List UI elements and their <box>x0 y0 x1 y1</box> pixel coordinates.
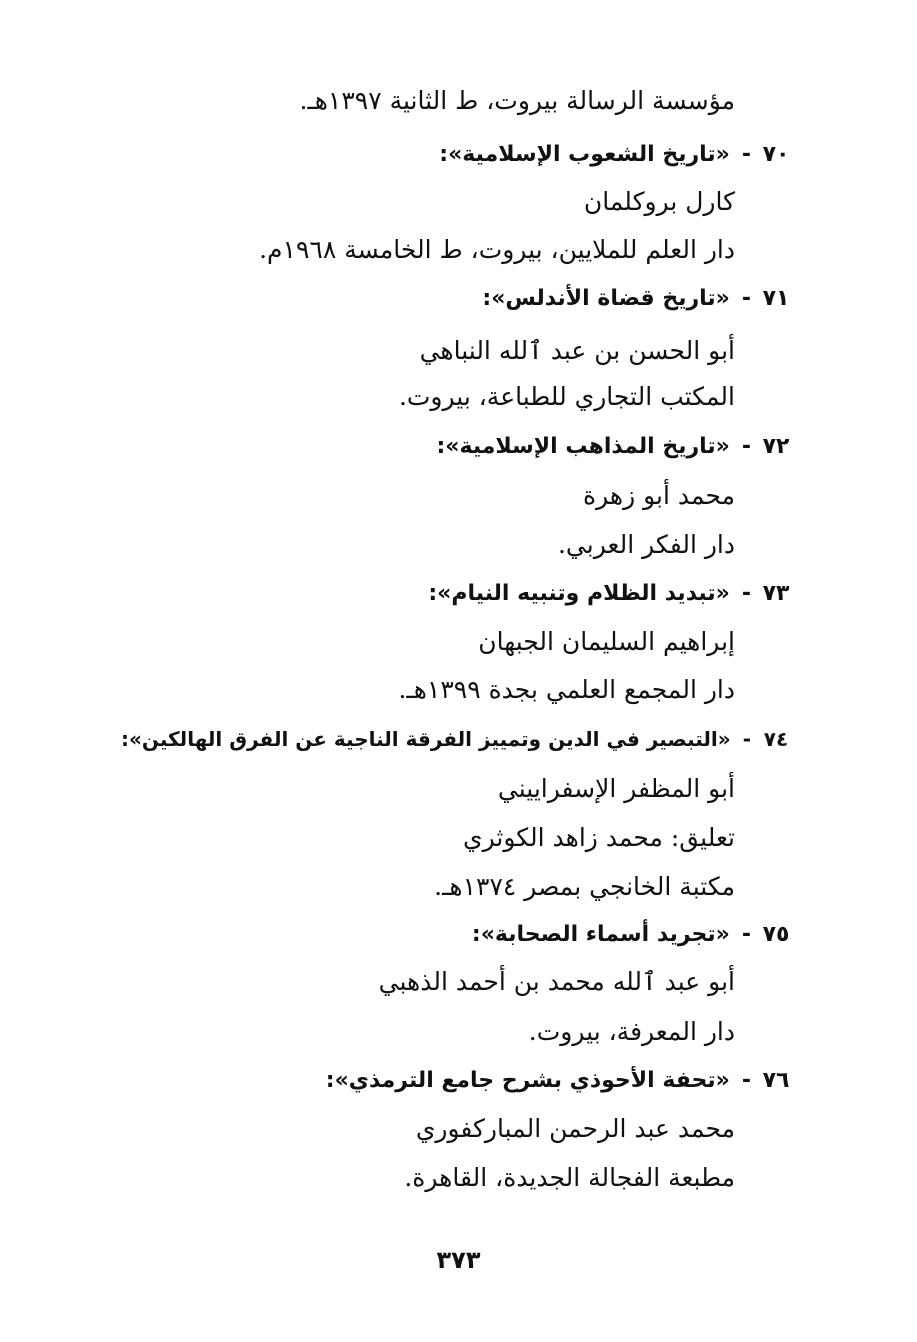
entry-dash: - <box>741 434 751 459</box>
entry-dash: - <box>741 581 751 606</box>
entry-number: ٧٦ <box>762 1068 790 1093</box>
entry-number: ٧٣ <box>762 581 790 606</box>
entry-dash: - <box>741 142 751 167</box>
entry-title: «تبديد الظلام وتنبيه النيام»: <box>428 581 730 606</box>
entry-heading <box>482 282 793 316</box>
entry-dash: - <box>741 922 751 947</box>
entry-title: «تحفة الأحوذي بشرح جامع الترمذي»: <box>325 1068 730 1093</box>
entry-publisher: دار العلم للملايين، بيروت، ط الخامسة ١٩٦٨م. <box>259 235 735 264</box>
entry-author: إبراهيم السليمان الجبهان <box>478 627 735 656</box>
entry-commentary: تعليق: محمد زاهد الكوثري <box>463 823 735 852</box>
entry-publisher: دار المجمع العلمي بجدة ١٣٩٩هـ. <box>398 675 735 704</box>
entry-title: «التبصير في الدين وتمييز الفرقة الناجية عن الفرق الهالكين»: <box>120 727 731 751</box>
entry-publisher: دار الفكر العربي. <box>557 530 735 559</box>
entry-author: أبو الحسن بن عبد ٱلله النباهي <box>419 336 735 365</box>
entry-number: ٧٥ <box>762 922 790 947</box>
entry-author: محمد عبد الرحمن المباركفوري <box>415 1114 735 1143</box>
entry-heading <box>436 430 793 464</box>
entry-publisher: مطبعة الفجالة الجديدة، القاهرة. <box>404 1163 735 1192</box>
page-number: ٣٧٣ <box>436 1246 481 1274</box>
entry-dash: - <box>741 286 751 311</box>
entry-author: أبو عبد ٱلله محمد بن أحمد الذهبي <box>378 967 735 996</box>
entry-publisher: المكتب التجاري للطباعة، بيروت. <box>398 382 735 411</box>
entry-heading <box>326 1064 793 1098</box>
entry-number: ٧٤ <box>763 727 789 751</box>
entry-dash: - <box>742 727 751 751</box>
entry-heading <box>439 138 793 172</box>
entry-title: «تاريخ الشعوب الإسلامية»: <box>439 142 730 167</box>
entry-title: «تاريخ المذاهب الإسلامية»: <box>436 434 730 459</box>
entry-heading <box>428 577 793 611</box>
entry-author: أبو المظفر الإسفراييني <box>497 774 735 803</box>
entry-number: ٧٠ <box>762 142 790 167</box>
continuation-line: مؤسسة الرسالة بيروت، ط الثانية ١٣٩٧هـ. <box>299 86 735 115</box>
entry-dash: - <box>741 1068 751 1093</box>
entry-heading <box>121 722 793 756</box>
entry-publisher: مكتبة الخانجي بمصر ١٣٧٤هـ. <box>434 872 735 901</box>
entry-heading <box>472 918 793 952</box>
entry-author: كارل بروكلمان <box>583 187 735 216</box>
entry-author: محمد أبو زهرة <box>583 481 735 510</box>
entry-number: ٧٢ <box>762 434 790 459</box>
entry-number: ٧١ <box>762 286 790 311</box>
entry-publisher: دار المعرفة، بيروت. <box>528 1017 735 1046</box>
entry-title: «تاريخ قضاة الأندلس»: <box>482 286 730 311</box>
entry-title: «تجريد أسماء الصحابة»: <box>471 922 730 947</box>
